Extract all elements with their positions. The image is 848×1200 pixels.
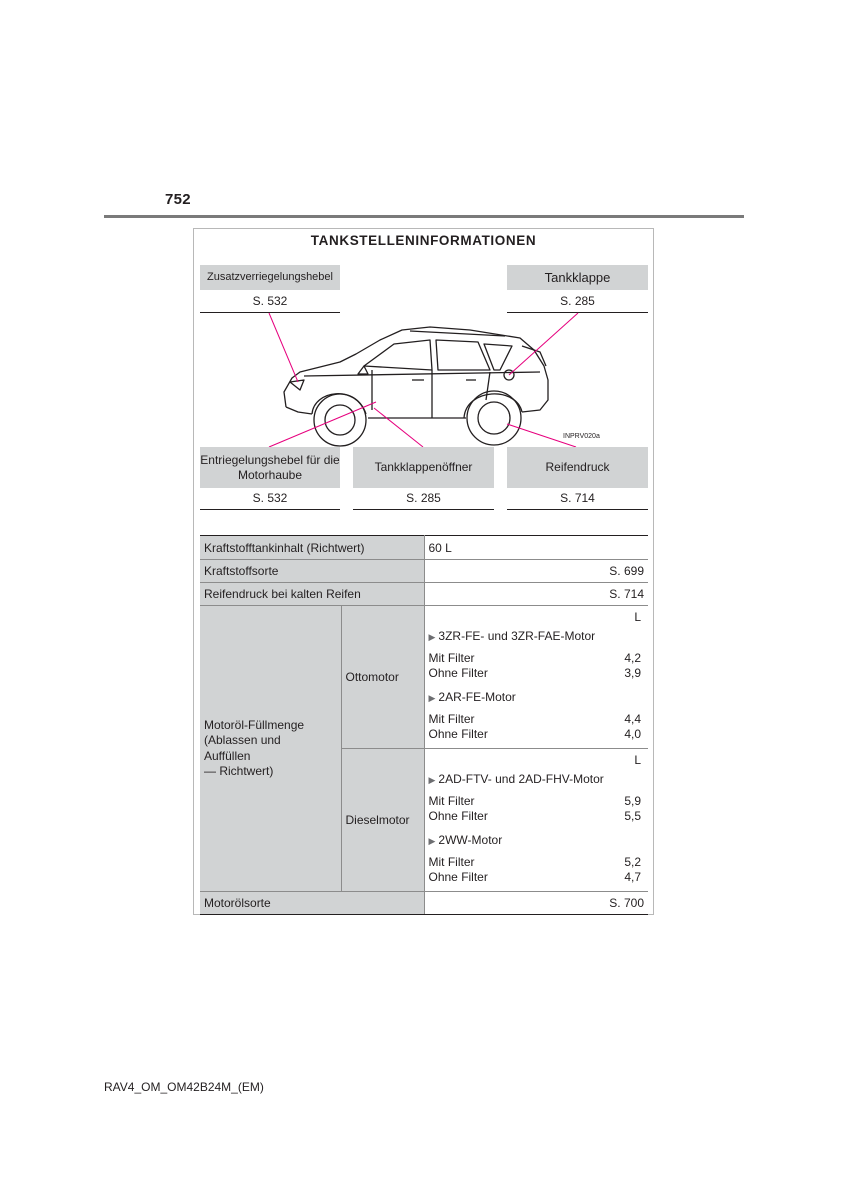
- callout-hood-safety-catch-ref: S. 532: [200, 290, 340, 313]
- page-number: 752: [165, 191, 191, 208]
- diesel-oil-values: [424, 749, 648, 892]
- oil-type-label: Motorölsorte: [200, 892, 424, 915]
- table-row: [200, 892, 648, 915]
- triangle-bullet-icon: ▶: [428, 775, 436, 785]
- callout-hood-safety-catch: Zusatzverriegelungshebel: [200, 265, 340, 290]
- value-row: Mit Filter 5,2: [428, 855, 641, 869]
- value-row: Ohne Filter 4,7: [428, 870, 641, 884]
- value-row: Ohne Filter 5,5: [428, 809, 641, 823]
- fuel-info-table: [200, 535, 648, 915]
- section-title: TANKSTELLENINFORMATIONEN: [310, 233, 537, 248]
- tire-pressure-label: Reifendruck bei kalten Reifen: [200, 583, 424, 606]
- value-row: Mit Filter 4,4: [428, 712, 641, 726]
- fuel-type-label: Kraftstoffsorte: [200, 560, 424, 583]
- callout-fuel-door: Tankklappe: [507, 265, 648, 290]
- engine-name: ▶ 2AD-FTV- und 2AD-FHV-Motor: [428, 772, 604, 786]
- diesel-engine-label: Dieselmotor: [341, 749, 424, 892]
- callout-hood-release-lever-ref: S. 532: [200, 488, 340, 510]
- triangle-bullet-icon: ▶: [428, 693, 436, 703]
- unit-label: L: [634, 610, 641, 624]
- callout-tire-pressure-ref: S. 714: [507, 488, 648, 510]
- oil-type-ref: S. 700: [424, 892, 648, 915]
- value-row: Mit Filter 4,2: [428, 651, 641, 665]
- vehicle-diagram: [0, 0, 848, 520]
- engine-name: ▶ 3ZR-FE- und 3ZR-FAE-Motor: [428, 629, 596, 643]
- tank-capacity-label: Kraftstofftankinhalt (Richtwert): [200, 536, 424, 560]
- triangle-bullet-icon: ▶: [428, 632, 436, 642]
- value-row: Mit Filter 5,9: [428, 794, 641, 808]
- petrol-engine-label: Ottomotor: [341, 606, 424, 749]
- tank-capacity-value: 60 L: [424, 536, 648, 560]
- table-row: [200, 536, 648, 560]
- diagram-code: INPRV020a: [563, 433, 600, 440]
- engine-name: ▶ 2AR-FE-Motor: [428, 690, 516, 704]
- value-row: Ohne Filter 3,9: [428, 666, 641, 680]
- table-row: [200, 606, 648, 749]
- callout-fuel-door-opener-ref: S. 285: [353, 488, 494, 510]
- footer-code: RAV4_OM_OM42B24M_(EM): [104, 1080, 264, 1094]
- table-row: [200, 583, 648, 606]
- fuel-type-ref: S. 699: [424, 560, 648, 583]
- petrol-oil-values: [424, 606, 648, 749]
- value-row: Ohne Filter 4,0: [428, 727, 641, 741]
- table-row: [200, 560, 648, 583]
- oil-capacity-label: Motoröl-Füllmenge (Ablassen und Auffüllen — Richtwert): [200, 606, 341, 892]
- callout-fuel-door-opener: Tankklappenöffner: [353, 447, 494, 488]
- tire-pressure-ref: S. 714: [424, 583, 648, 606]
- triangle-bullet-icon: ▶: [428, 836, 436, 846]
- unit-label: L: [634, 753, 641, 767]
- callout-hood-release-lever: Entriegelungshebel für die Motorhaube: [200, 447, 340, 488]
- callout-tire-pressure: Reifendruck: [507, 447, 648, 488]
- callout-fuel-door-ref: S. 285: [507, 290, 648, 313]
- engine-name: ▶ 2WW-Motor: [428, 833, 503, 847]
